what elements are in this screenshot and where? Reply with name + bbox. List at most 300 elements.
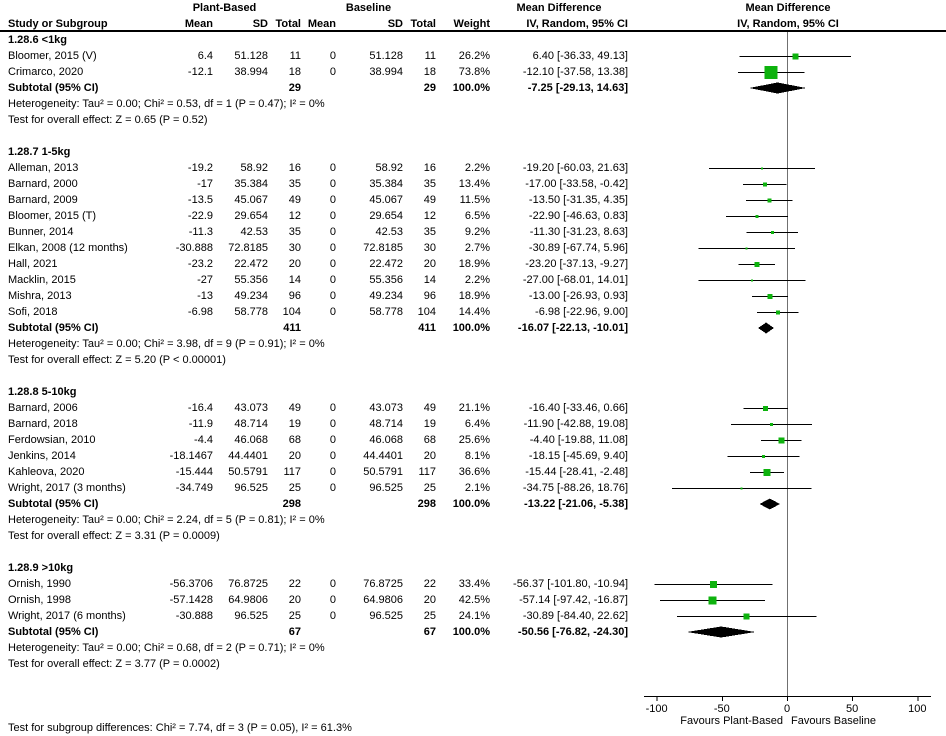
baseline-mean: 0 — [329, 434, 336, 446]
baseline-mean: 0 — [329, 610, 336, 622]
plant-mean: -56.3706 — [169, 578, 213, 590]
plant-mean: -13.5 — [187, 194, 213, 206]
study-name: Hall, 2021 — [8, 258, 58, 270]
baseline-mean: 0 — [329, 178, 336, 190]
weight-value: 6.5% — [464, 210, 490, 222]
baseline-mean: 0 — [329, 162, 336, 174]
overall-effect-row — [0, 112, 946, 128]
study-name: Kahleova, 2020 — [8, 466, 85, 478]
plant-total: 20 — [288, 450, 301, 462]
plant-sd: 76.8725 — [228, 578, 268, 590]
spacer-row — [0, 544, 946, 560]
baseline-sd — [336, 496, 403, 512]
baseline-mean — [301, 624, 336, 640]
plant-mean: -17 — [197, 178, 213, 190]
heterogeneity-text: Heterogeneity: Tau² = 0.00; Chi² = 0.53, df = 1 (P = 0.47); I² = 0% — [8, 98, 325, 110]
subtotal-row — [0, 80, 946, 96]
baseline-mean: 0 — [329, 50, 336, 62]
weight-value: 6.4% — [464, 418, 490, 430]
overall-effect-text: Test for overall effect: Z = 5.20 (P < 0.00001) — [8, 354, 226, 366]
subtotal-label: Subtotal (95% CI) — [8, 82, 99, 94]
study-row — [0, 256, 946, 272]
baseline-sd: 44.4401 — [363, 450, 403, 462]
baseline-sd: 96.525 — [369, 482, 403, 494]
baseline-total: 20 — [423, 258, 436, 270]
plant-sd — [213, 320, 268, 336]
subgroup-label-row — [0, 560, 946, 576]
subtotal-row — [0, 496, 946, 512]
plant-sd — [213, 80, 268, 96]
axis-tick-label: -100 — [645, 703, 668, 715]
plant-mean: -57.1428 — [169, 594, 213, 606]
weight-value: 24.1% — [458, 610, 490, 622]
baseline-sd — [336, 624, 403, 640]
ci-text: -16.07 [-22.13, -10.01] — [517, 322, 628, 334]
plant-sd: 49.234 — [234, 290, 268, 302]
study-name: Ornish, 1998 — [8, 594, 71, 606]
study-name: Macklin, 2015 — [8, 274, 76, 286]
baseline-total: 96 — [423, 290, 436, 302]
baseline-sd — [336, 80, 403, 96]
plant-total: 29 — [288, 82, 301, 94]
ci-text: 6.40 [-36.33, 49.13] — [532, 50, 628, 62]
spacer-row — [0, 128, 946, 144]
weight-value: 14.4% — [458, 306, 490, 318]
study-name: Wright, 2017 (3 months) — [8, 482, 126, 494]
study-row — [0, 304, 946, 320]
plant-total-column-header: Total — [275, 18, 301, 30]
plant-total: 14 — [288, 274, 301, 286]
ci-text: -7.25 [-29.13, 14.63] — [527, 82, 628, 94]
study-row — [0, 160, 946, 176]
baseline-total: 30 — [423, 242, 436, 254]
baseline-mean: 0 — [329, 226, 336, 238]
baseline-mean: 0 — [329, 418, 336, 430]
ci-text: -30.89 [-84.40, 22.62] — [522, 610, 628, 622]
plant-mean: -18.1467 — [169, 450, 213, 462]
baseline-total: 14 — [423, 274, 436, 286]
subgroup-label: 1.28.6 <1kg — [8, 34, 68, 46]
ci-text: -6.98 [-22.96, 9.00] — [535, 306, 628, 318]
overall-effect-row — [0, 656, 946, 672]
plant-total: 49 — [288, 194, 301, 206]
plant-sd: 45.067 — [234, 194, 268, 206]
ci-text: -11.90 [-42.88, 19.08] — [523, 418, 628, 430]
baseline-mean: 0 — [329, 402, 336, 414]
study-name: Barnard, 2018 — [8, 418, 78, 430]
plant-sd: 43.073 — [234, 402, 268, 414]
weight-value: 100.0% — [452, 322, 490, 334]
weight-value: 8.1% — [464, 450, 490, 462]
ci-text: -13.00 [-26.93, 0.93] — [528, 290, 628, 302]
baseline-total: 35 — [423, 226, 436, 238]
plant-sd: 35.384 — [234, 178, 268, 190]
weight-value: 100.0% — [452, 498, 490, 510]
baseline-total: 411 — [418, 322, 436, 334]
baseline-mean: 0 — [329, 594, 336, 606]
baseline-mean — [301, 80, 336, 96]
baseline-mean: 0 — [329, 242, 336, 254]
baseline-total: 25 — [423, 482, 436, 494]
plant-total: 117 — [283, 466, 301, 478]
plant-sd — [213, 496, 268, 512]
baseline-total: 49 — [423, 402, 436, 414]
baseline-sd: 29.654 — [369, 210, 403, 222]
baseline-sd: 55.356 — [369, 274, 403, 286]
baseline-sd: 96.525 — [369, 610, 403, 622]
subgroup-label-row — [0, 144, 946, 160]
study-row — [0, 272, 946, 288]
baseline-sd: 42.53 — [375, 226, 403, 238]
overall-effect-text: Test for overall effect: Z = 0.65 (P = 0.52) — [8, 114, 208, 126]
plant-total: 67 — [288, 626, 301, 638]
baseline-total: 68 — [423, 434, 436, 446]
plant-mean: -11.9 — [188, 418, 213, 430]
baseline-mean-column-header: Mean — [307, 18, 336, 30]
study-row — [0, 64, 946, 80]
baseline-sd: 46.068 — [369, 434, 403, 446]
ci-text: -23.20 [-37.13, -9.27] — [525, 258, 628, 270]
plant-mean: -30.888 — [175, 610, 213, 622]
baseline-total: 298 — [417, 498, 436, 510]
ci-text: -13.22 [-21.06, -5.38] — [524, 498, 628, 510]
weight-value: 18.9% — [458, 290, 490, 302]
axis-tick-label: -50 — [713, 703, 730, 715]
study-row — [0, 608, 946, 624]
baseline-total: 117 — [418, 466, 436, 478]
axis-tick-label: 0 — [783, 703, 791, 715]
plant-mean: -23.2 — [187, 258, 213, 270]
spacer-cell — [436, 0, 490, 16]
study-row — [0, 224, 946, 240]
weight-value: 42.5% — [458, 594, 490, 606]
plant-total: 20 — [288, 594, 301, 606]
baseline-sd: 45.067 — [369, 194, 403, 206]
baseline-sd: 35.384 — [369, 178, 403, 190]
favours-left-label: Favours Plant-Based — [680, 715, 783, 727]
subgroup-differences-note: Test for subgroup differences: Chi² = 7.74, df = 3 (P = 0.05), I² = 61.3% — [8, 722, 352, 734]
overall-effect-text: Test for overall effect: Z = 3.77 (P = 0.0002) — [8, 658, 220, 670]
heterogeneity-row — [0, 512, 946, 528]
weight-value: 33.4% — [458, 578, 490, 590]
subtotal-label: Subtotal (95% CI) — [8, 626, 99, 638]
plant-based-group-header: Plant-Based — [192, 2, 257, 14]
plant-total: 20 — [288, 258, 301, 270]
ci-text: -30.89 [-67.74, 5.96] — [528, 242, 628, 254]
study-name: Ferdowsian, 2010 — [8, 434, 96, 446]
baseline-total: 67 — [423, 626, 436, 638]
baseline-sd-column-header: SD — [387, 18, 403, 30]
plant-sd-column-header: SD — [252, 18, 268, 30]
baseline-sd: 51.128 — [369, 50, 403, 62]
baseline-mean: 0 — [329, 194, 336, 206]
baseline-mean: 0 — [329, 66, 336, 78]
baseline-total: 20 — [423, 594, 436, 606]
mean-difference-header: Mean Difference — [516, 2, 602, 14]
baseline-mean — [301, 320, 336, 336]
ci-text: -56.37 [-101.80, -10.94] — [513, 578, 628, 590]
plant-sd — [213, 624, 268, 640]
ci-text: -16.40 [-33.46, 0.66] — [528, 402, 628, 414]
plant-total: 411 — [283, 322, 301, 334]
overall-effect-text: Test for overall effect: Z = 3.31 (P = 0.0009) — [8, 530, 220, 542]
plant-total: 96 — [288, 290, 301, 302]
study-name: Bloomer, 2015 (V) — [8, 50, 97, 62]
study-name: Barnard, 2009 — [8, 194, 78, 206]
baseline-total: 12 — [423, 210, 436, 222]
study-row — [0, 576, 946, 592]
baseline-total: 35 — [423, 178, 436, 190]
plant-mean — [148, 80, 213, 96]
ci-text: -4.40 [-19.88, 11.08] — [529, 434, 628, 446]
plant-mean: -30.888 — [175, 242, 213, 254]
plant-mean: -15.444 — [175, 466, 213, 478]
study-row — [0, 288, 946, 304]
study-row — [0, 464, 946, 480]
weight-value: 9.2% — [464, 226, 490, 238]
study-row — [0, 176, 946, 192]
heterogeneity-row — [0, 96, 946, 112]
plant-total: 22 — [288, 578, 301, 590]
baseline-total: 20 — [423, 450, 436, 462]
plant-sd: 96.525 — [234, 610, 268, 622]
overall-effect-row — [0, 528, 946, 544]
plant-total: 25 — [288, 610, 301, 622]
plant-sd: 64.9806 — [228, 594, 268, 606]
plant-sd: 72.8185 — [228, 242, 268, 254]
axis-tick-label: 100 — [908, 703, 927, 715]
baseline-sd: 64.9806 — [363, 594, 403, 606]
plant-mean: -19.2 — [187, 162, 213, 174]
ci-text: -17.00 [-33.58, -0.42] — [525, 178, 628, 190]
weight-value: 73.8% — [458, 66, 490, 78]
study-name: Crimarco, 2020 — [8, 66, 84, 78]
weight-value: 100.0% — [452, 82, 490, 94]
baseline-total: 11 — [424, 50, 436, 62]
subgroup-label-row — [0, 384, 946, 400]
plant-sd: 22.472 — [234, 258, 268, 270]
plant-mean-column-header: Mean — [184, 18, 213, 30]
heterogeneity-row — [0, 336, 946, 352]
study-name: Alleman, 2013 — [8, 162, 79, 174]
plant-total: 18 — [288, 66, 301, 78]
plant-mean — [148, 624, 213, 640]
baseline-mean: 0 — [329, 306, 336, 318]
study-row — [0, 240, 946, 256]
table-body — [0, 32, 946, 672]
study-row — [0, 416, 946, 432]
ci-text: -19.20 [-60.03, 21.63] — [522, 162, 628, 174]
baseline-total: 49 — [423, 194, 436, 206]
study-row — [0, 432, 946, 448]
study-row — [0, 448, 946, 464]
spacer-row — [0, 368, 946, 384]
study-column-header: Study or Subgroup — [8, 18, 108, 30]
weight-value: 100.0% — [452, 626, 490, 638]
heterogeneity-text: Heterogeneity: Tau² = 0.00; Chi² = 3.98, df = 9 (P = 0.91); I² = 0% — [8, 338, 325, 350]
ci-text: -34.75 [-88.26, 18.76] — [522, 482, 628, 494]
plant-mean: -22.9 — [187, 210, 213, 222]
weight-value: 21.1% — [458, 402, 490, 414]
study-name: Bloomer, 2015 (T) — [8, 210, 97, 222]
ci-text: -57.14 [-97.42, -16.87] — [519, 594, 628, 606]
baseline-sd: 43.073 — [369, 402, 403, 414]
plant-sd: 55.356 — [234, 274, 268, 286]
plant-total: 11 — [289, 50, 301, 62]
plant-total: 12 — [288, 210, 301, 222]
weight-value: 13.4% — [458, 178, 490, 190]
study-row — [0, 592, 946, 608]
study-name: Elkan, 2008 (12 months) — [8, 242, 128, 254]
plant-sd: 51.128 — [234, 50, 268, 62]
plant-mean: -4.4 — [194, 434, 213, 446]
plant-total: 25 — [288, 482, 301, 494]
heterogeneity-text: Heterogeneity: Tau² = 0.00; Chi² = 0.68, df = 2 (P = 0.71); I² = 0% — [8, 642, 325, 654]
baseline-mean: 0 — [329, 466, 336, 478]
plant-total: 298 — [282, 498, 301, 510]
study-row — [0, 48, 946, 64]
plant-sd: 44.4401 — [228, 450, 268, 462]
plant-total: 68 — [288, 434, 301, 446]
baseline-sd: 50.5791 — [363, 466, 403, 478]
baseline-mean: 0 — [329, 482, 336, 494]
plant-sd: 96.525 — [234, 482, 268, 494]
baseline-mean: 0 — [329, 290, 336, 302]
plant-mean: -27 — [197, 274, 213, 286]
baseline-total-column-header: Total — [410, 18, 436, 30]
study-name: Mishra, 2013 — [8, 290, 72, 302]
ci-text: -50.56 [-76.82, -24.30] — [517, 626, 628, 638]
plot-title-line2: IV, Random, 95% CI — [737, 18, 839, 30]
subtotal-label: Subtotal (95% CI) — [8, 498, 99, 510]
baseline-total: 16 — [423, 162, 436, 174]
plant-mean: -34.749 — [175, 482, 213, 494]
ci-text: -13.50 [-31.35, 4.35] — [528, 194, 628, 206]
plant-sd: 58.778 — [234, 306, 268, 318]
plant-mean: -6.98 — [187, 306, 213, 318]
baseline-sd: 76.8725 — [363, 578, 403, 590]
study-name: Jenkins, 2014 — [8, 450, 76, 462]
weight-value: 11.5% — [459, 194, 490, 206]
weight-column-header: Weight — [453, 18, 490, 30]
heterogeneity-text: Heterogeneity: Tau² = 0.00; Chi² = 2.24, df = 5 (P = 0.81); I² = 0% — [8, 514, 325, 526]
plant-total: 49 — [288, 402, 301, 414]
overall-effect-row — [0, 352, 946, 368]
ci-column-header: IV, Random, 95% CI — [526, 18, 628, 30]
baseline-sd: 72.8185 — [363, 242, 403, 254]
baseline-sd: 58.778 — [369, 306, 403, 318]
plant-mean: -12.1 — [187, 66, 213, 78]
ci-text: -18.15 [-45.69, 9.40] — [528, 450, 628, 462]
plant-sd: 46.068 — [234, 434, 268, 446]
study-name: Barnard, 2006 — [8, 402, 78, 414]
baseline-sd — [336, 320, 403, 336]
weight-value: 36.6% — [458, 466, 490, 478]
plant-total: 30 — [288, 242, 301, 254]
baseline-mean: 0 — [329, 210, 336, 222]
baseline-total: 29 — [423, 82, 436, 94]
plant-sd: 29.654 — [234, 210, 268, 222]
baseline-mean: 0 — [329, 274, 336, 286]
baseline-total: 25 — [423, 610, 436, 622]
subgroup-label: 1.28.7 1-5kg — [8, 146, 71, 158]
plant-mean — [148, 320, 213, 336]
baseline-sd: 58.92 — [375, 162, 403, 174]
baseline-mean: 0 — [329, 450, 336, 462]
weight-value: 2.7% — [464, 242, 490, 254]
baseline-mean — [301, 496, 336, 512]
study-row — [0, 192, 946, 208]
study-row — [0, 400, 946, 416]
baseline-total: 19 — [423, 418, 436, 430]
subgroup-label-row — [0, 32, 946, 48]
study-name: Barnard, 2000 — [8, 178, 78, 190]
plant-total: 35 — [288, 178, 301, 190]
subgroup-label: 1.28.8 5-10kg — [8, 386, 77, 398]
plant-mean: -13 — [197, 290, 213, 302]
study-name: Bunner, 2014 — [8, 226, 74, 238]
axis-tick-label: 50 — [846, 703, 859, 715]
baseline-mean: 0 — [329, 258, 336, 270]
plant-mean: -11.3 — [188, 226, 213, 238]
plant-total: 35 — [288, 226, 301, 238]
baseline-total: 22 — [423, 578, 436, 590]
favours-right-label: Favours Baseline — [791, 715, 876, 727]
weight-value: 2.1% — [464, 482, 490, 494]
plant-mean — [148, 496, 213, 512]
plant-sd: 50.5791 — [228, 466, 268, 478]
heterogeneity-row — [0, 640, 946, 656]
subtotal-row — [0, 320, 946, 336]
ci-text: -12.10 [-37.58, 13.38] — [522, 66, 628, 78]
baseline-sd: 49.234 — [369, 290, 403, 302]
plant-sd: 38.994 — [234, 66, 268, 78]
ci-text: -22.90 [-46.63, 0.83] — [528, 210, 628, 222]
plant-mean: -16.4 — [187, 402, 213, 414]
baseline-group-header: Baseline — [345, 2, 392, 14]
weight-value: 18.9% — [458, 258, 490, 270]
plot-title — [630, 0, 946, 32]
ci-text: -15.44 [-28.41, -2.48] — [525, 466, 628, 478]
baseline-sd: 22.472 — [369, 258, 403, 270]
baseline-sd: 48.714 — [369, 418, 403, 430]
weight-value: 2.2% — [464, 274, 490, 286]
study-name: Wright, 2017 (6 months) — [8, 610, 126, 622]
weight-value: 25.6% — [458, 434, 490, 446]
baseline-mean: 0 — [329, 578, 336, 590]
ci-text: -27.00 [-68.01, 14.01] — [522, 274, 628, 286]
plant-total: 104 — [282, 306, 301, 318]
study-name: Sofi, 2018 — [8, 306, 58, 318]
baseline-total: 104 — [417, 306, 436, 318]
plant-sd: 58.92 — [240, 162, 268, 174]
weight-value: 26.2% — [458, 50, 490, 62]
ci-text: -11.30 [-31.23, 8.63] — [529, 226, 628, 238]
spacer-cell — [0, 0, 148, 16]
study-name: Ornish, 1990 — [8, 578, 71, 590]
subtotal-row — [0, 624, 946, 640]
plant-mean: 6.4 — [197, 50, 213, 62]
plant-total: 19 — [288, 418, 301, 430]
study-row — [0, 480, 946, 496]
plant-total: 16 — [288, 162, 301, 174]
baseline-sd: 38.994 — [369, 66, 403, 78]
weight-value: 2.2% — [464, 162, 490, 174]
plant-sd: 42.53 — [240, 226, 268, 238]
plot-title-line1: Mean Difference — [745, 2, 831, 14]
subtotal-label: Subtotal (95% CI) — [8, 322, 99, 334]
subgroup-label: 1.28.9 >10kg — [8, 562, 74, 574]
